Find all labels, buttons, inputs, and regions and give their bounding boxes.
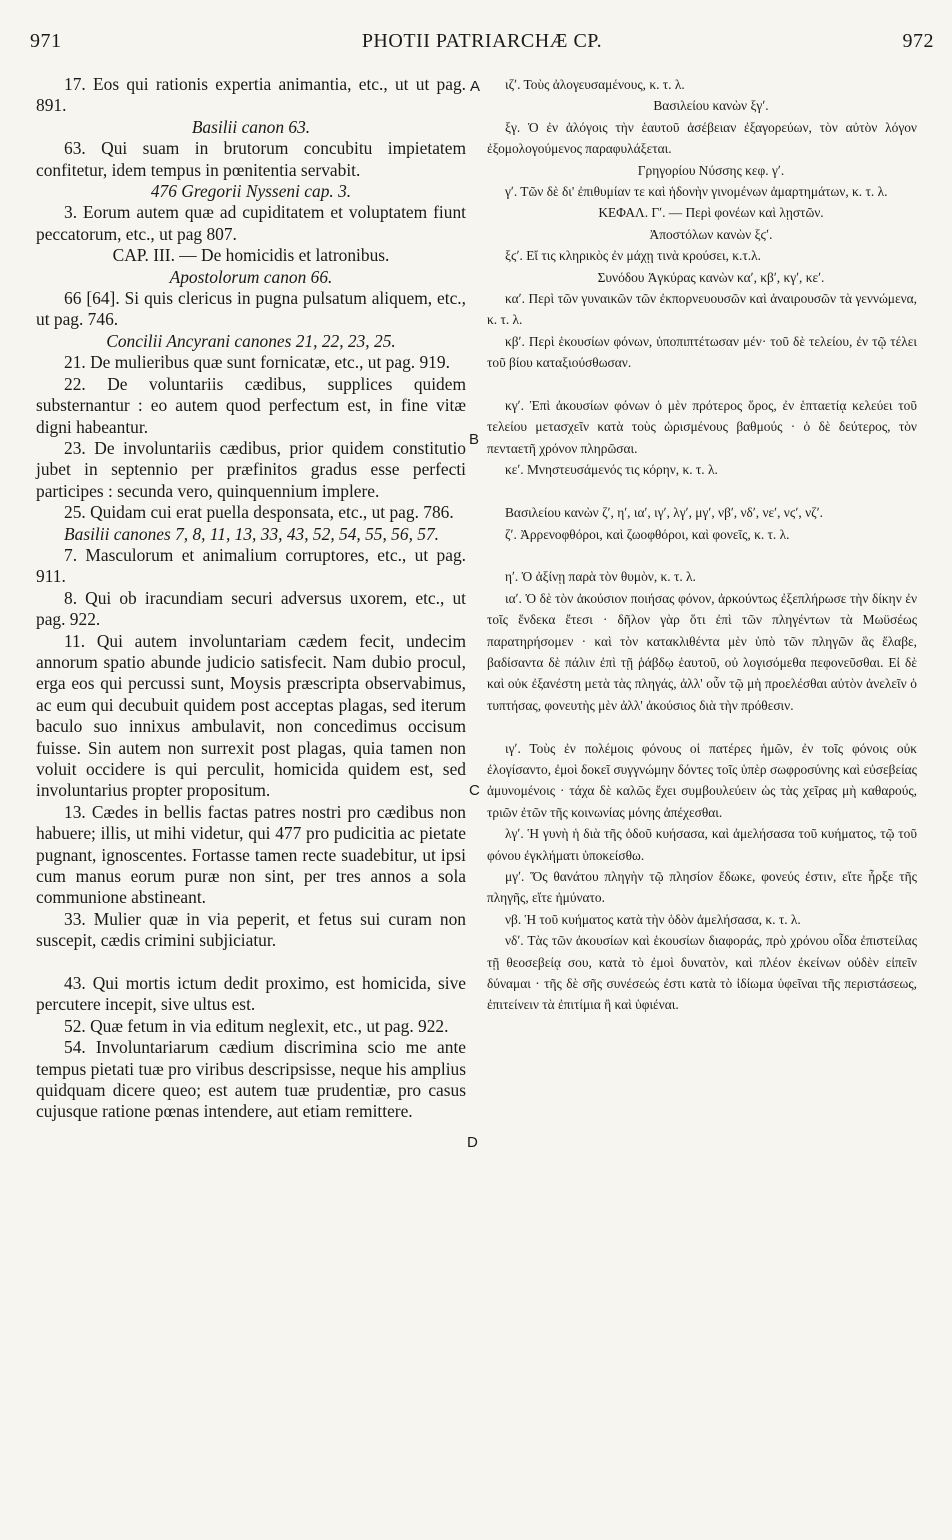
greek-para: νδʹ. Τὰς τῶν ἀκουσίων καὶ ἑκουσίων διαφοράς, πρὸ χρόνου οἶδα ἐπιστείλας τῇ θεοσεβείᾳ σου, κατὰ τὸ ἐμοὶ δυνατὸν, καὶ πλέον ἐκείνων οὐδὲν εἰπεῖν δύναμαι · τῆς δὲ σῆς συνέσεώς ἐστι κατὰ τὸ ἰδίωμα ὑφεῖναι τῆς περιστάσεως, ἐπιτείνειν τὰ ἐπιτίμια ἢ καὶ ὑφιέναι. (487, 933, 917, 1013)
greek-para: ξγ. Ὁ ἐν ἀλόγοις τὴν ἑαυτοῦ ἀσέβειαν ἐξαγορεύων, τὸν αὐτὸν λόγον ἐξομολογούμενος παραφυλάξεται. (487, 119, 917, 157)
running-header (30, 30, 934, 60)
latin-para: 11. Qui autem involuntariam cædem fecit, undecim annorum spatio abunde judicio satisfecit. Nam dubio procul, erga eos qui percussi sunt, Moysis præscripta observabimus, ac eum qui decubuit quidem post acceptas plagas, sed iterum baculo suo innixus ambulavit, non concedimus occisum fuisse. Sin autem non surrexit post plagas, quia tamen non voluit occidere is qui perculit, homicida quidem est, sed involuntarius propter propositum. (36, 630, 466, 801)
latin-column (36, 74, 466, 1123)
margin-letter-d: D (467, 1134, 478, 1151)
margin-letter-b: B (469, 431, 480, 448)
margin-letter-c: C (469, 782, 480, 799)
latin-heading: Apostolorum canon 66. (169, 266, 333, 287)
latin-para: 17. Eos qui rationis expertia animantia, etc., ut ut pag. 891. (36, 74, 466, 116)
greek-heading: Συνόδου Ἀγκύρας κανὼν καʹ, κβʹ, κγʹ, κεʹ. (597, 269, 825, 285)
greek-para: ηʹ. Ὁ ἀξίνῃ παρὰ τὸν θυμὸν, κ. τ. λ. (505, 569, 696, 585)
latin-para: 54. Involuntariarum cædium discrimina scio me ante tempus pietati tuæ pro viribus descripsisse, neque his amplius quidquam dicere queo; est autem tuæ prudentiæ, pro casus cujusque ratione pœnas intendere, aut etiam remittere. (36, 1037, 466, 1122)
greek-para: λγʹ. Ἡ γυνὴ ἡ διὰ τῆς ὁδοῦ κυήσασα, καὶ ἀμελήσασα τοῦ κυήματος, τῷ τοῦ φόνου ἐγκλήματι ὑποκείσθω. (487, 826, 917, 863)
latin-para: 21. De mulieribus quæ sunt fornicatæ, etc., ut pag. 919. (64, 352, 450, 373)
page-number-right: 972 (902, 30, 934, 52)
greek-para: γʹ. Τῶν δὲ δι' ἐπιθυμίαν τε καὶ ἡδονὴν γινομένων ἁμαρτημάτων, κ. τ. λ. (505, 184, 888, 200)
latin-heading: Basilii canon 63. (191, 116, 311, 137)
greek-para: ιγʹ. Τοὺς ἐν πολέμοις φόνους οἱ πατέρες ἡμῶν, ἐν τοῖς φόνοις οὐκ ἐλογίσαντο, ἐμοὶ δοκεῖ συγγνώμην δόντες τοῖς ὑπὲρ σωφροσύνης καὶ εὐσεβείας ἀμυνομένοις · τάχα δὲ καλῶς ἔχει συμβουλεύειν ὡς τὰς χεῖρας μὴ καθαρούς, τριῶν ἐτῶν τῆς κοινωνίας μόνης ἀπέχεσθαι. (487, 740, 917, 820)
greek-column (487, 74, 917, 1016)
greek-para: ιζʹ. Τοὺς ἀλογευσαμένους, κ. τ. λ. (505, 77, 685, 92)
greek-heading: Γρηγορίου Νύσσης κεφ. γʹ. (637, 162, 785, 178)
page-number-left: 971 (30, 30, 62, 52)
latin-para: 52. Quæ fetum in via editum neglexit, etc., ut pag. 922. (64, 1015, 449, 1036)
margin-letter-a: A (470, 78, 481, 95)
greek-chapter-heading: ΚΕΦΑΛ. Γʹ. — Περὶ φονέων καὶ λῃστῶν. (598, 205, 824, 221)
latin-para: 8. Qui ob iracundiam securi adversus uxorem, etc., ut pag. 922. (36, 587, 466, 630)
greek-heading: Βασιλείου κανὼν ξγʹ. (653, 98, 769, 114)
greek-para: κγʹ. Ἐπὶ ἀκουσίων φόνων ὁ μὲν πρότερος ὅρος, ἐν ἑπταετίᾳ κελεύει τοῦ τελείου μετασχεῖν κατὰ τοὺς ὡρισμένους βαθμούς · ὁ δὲ δεύτερος, τὸν πενταετῆ χρόνον πληρῶσαι. (487, 398, 917, 456)
greek-para: ιαʹ. Ὁ δὲ τὸν ἀκούσιον ποιήσας φόνον, ἀρκούντως ἐξεπλήρωσε τὴν δίκην ἐν τοῖς ἕνδεκα ἔτεσι · δῆλον γὰρ ὅτι ἐπὶ τῶν πληγέντων τὰ Μωϋσέως παρατηρήσομεν · καὶ τὸν κατακλιθέντα μὲν ὑπὸ τῶν πληγῶν ἃς ἔλαβε, βαδίσαντα δὲ πάλιν ἐπὶ τῇ ῥάβδῳ ἑαυτοῦ, οὐ λογισόμεθα πεφονεῦσθαι. Εἰ δὲ καὶ οὐκ ἐξανέστη μετὰ τὰς πληγάς, ἀλλ' οὖν τῷ μὴ προελέσθαι αὐτὸν ἀνελεῖν ὁ τυπτήσας, φονευτὴς μὲν ἀλλ' ἀκούσιος διὰ τὴν πρόθεσιν. (487, 590, 917, 713)
latin-para: 22. De voluntariis cædibus, supplices quidem substernantur : eo autem quod perfectum est, in fine vitæ digni habeantur. (36, 373, 466, 437)
latin-chapter-heading: CAP. III. — De homicidis et latronibus. (112, 245, 390, 266)
latin-para: 63. Qui suam in brutorum concubitu impietatem confitetur, idem tempus in pœnitentia servabit. (36, 138, 466, 180)
latin-heading: Basilii canones 7, 8, 11, 13, 33, 43, 52, 54, 55, 56, 57. (64, 523, 440, 544)
greek-para: κεʹ. Μνηστευσάμενός τις κόρην, κ. τ. λ. (505, 462, 718, 478)
latin-para: 7. Masculorum et animalium corruptores, etc., ut pag. 911. (36, 544, 466, 587)
latin-para: 3. Eorum autem quæ ad cupiditatem et voluptatem fiunt peccatorum, etc., ut pag 807. (36, 202, 466, 244)
greek-heading: Ἀποστόλων κανὼν ξϛʹ. (649, 226, 773, 242)
greek-para: κβʹ. Περὶ ἑκουσίων φόνων, ὑποπιπτέτωσαν μέν· τοῦ δὲ τελείου, ἐν τῷ τέλει τοῦ βίου καταξιούσθωσαν. (487, 333, 917, 371)
greek-para: μγʹ. Ὅς θανάτου πληγὴν τῷ πλησίον ἔδωκε, φονεύς ἐστιν, εἴτε ἦρξε τῆς πληγῆς, εἴτε ἠμύνατο. (487, 868, 917, 906)
running-title: PHOTII PATRIARCHÆ CP. (361, 30, 603, 52)
latin-para: 66 [64]. Si quis clericus in pugna pulsatum aliquem, etc., ut pag. 746. (36, 288, 466, 330)
latin-para: 25. Quidam cui erat puella desponsata, etc., ut pag. 786. (64, 502, 454, 523)
greek-para: καʹ. Περὶ τῶν γυναικῶν τῶν ἐκπορνευουσῶν καὶ ἀναιρουσῶν τὰ γεννώμενα, κ. τ. λ. (487, 291, 917, 328)
greek-para: νβ. Ἡ τοῦ κυήματος κατὰ τὴν ὁδὸν ἀμελήσασα, κ. τ. λ. (505, 911, 801, 927)
greek-para: ζʹ. Ἀρρενοφθόροι, καὶ ζωοφθόροι, καὶ φονεῖς, κ. τ. λ. (505, 526, 790, 542)
latin-para: 23. De involuntariis cædibus, prior quidem constitutio jubet in septennio per præfinitos gradus esse perfecti participes : secunda vero, quinquennium implere. (36, 437, 466, 501)
latin-heading: 476 Gregorii Nysseni cap. 3. (150, 181, 352, 202)
latin-para: 33. Mulier quæ in via peperit, et fetus sui curam non suscepit, cædis crimini subjiciatur. (36, 908, 466, 951)
latin-para: 13. Cædes in bellis factas patres nostri pro cædibus non habuere; illis, ut mihi videtur, qui 477 pro pudicitia ac pietate pugnant, ignoscentes. Fortasse tamen recte suadebitur, ut ipsi cum manus eorum puræ non sint, per tres annos a sola communione abstineant. (36, 801, 466, 908)
latin-heading: Concilii Ancyrani canones 21, 22, 23, 25. (106, 330, 396, 351)
latin-para: 43. Qui mortis ictum dedit proximo, est homicida, sive percutere incepit, sive ultus est. (36, 973, 466, 1015)
greek-para: ξϛʹ. Εἴ τις κληρικὸς ἐν μάχῃ τινὰ κρούσει, κ.τ.λ. (505, 248, 761, 264)
greek-heading: Βασιλείου κανὼν ζʹ, ηʹ, ιαʹ, ιγʹ, λγʹ, μγʹ, νβʹ, νδʹ, νεʹ, νϛʹ, νζʹ. (505, 505, 823, 521)
